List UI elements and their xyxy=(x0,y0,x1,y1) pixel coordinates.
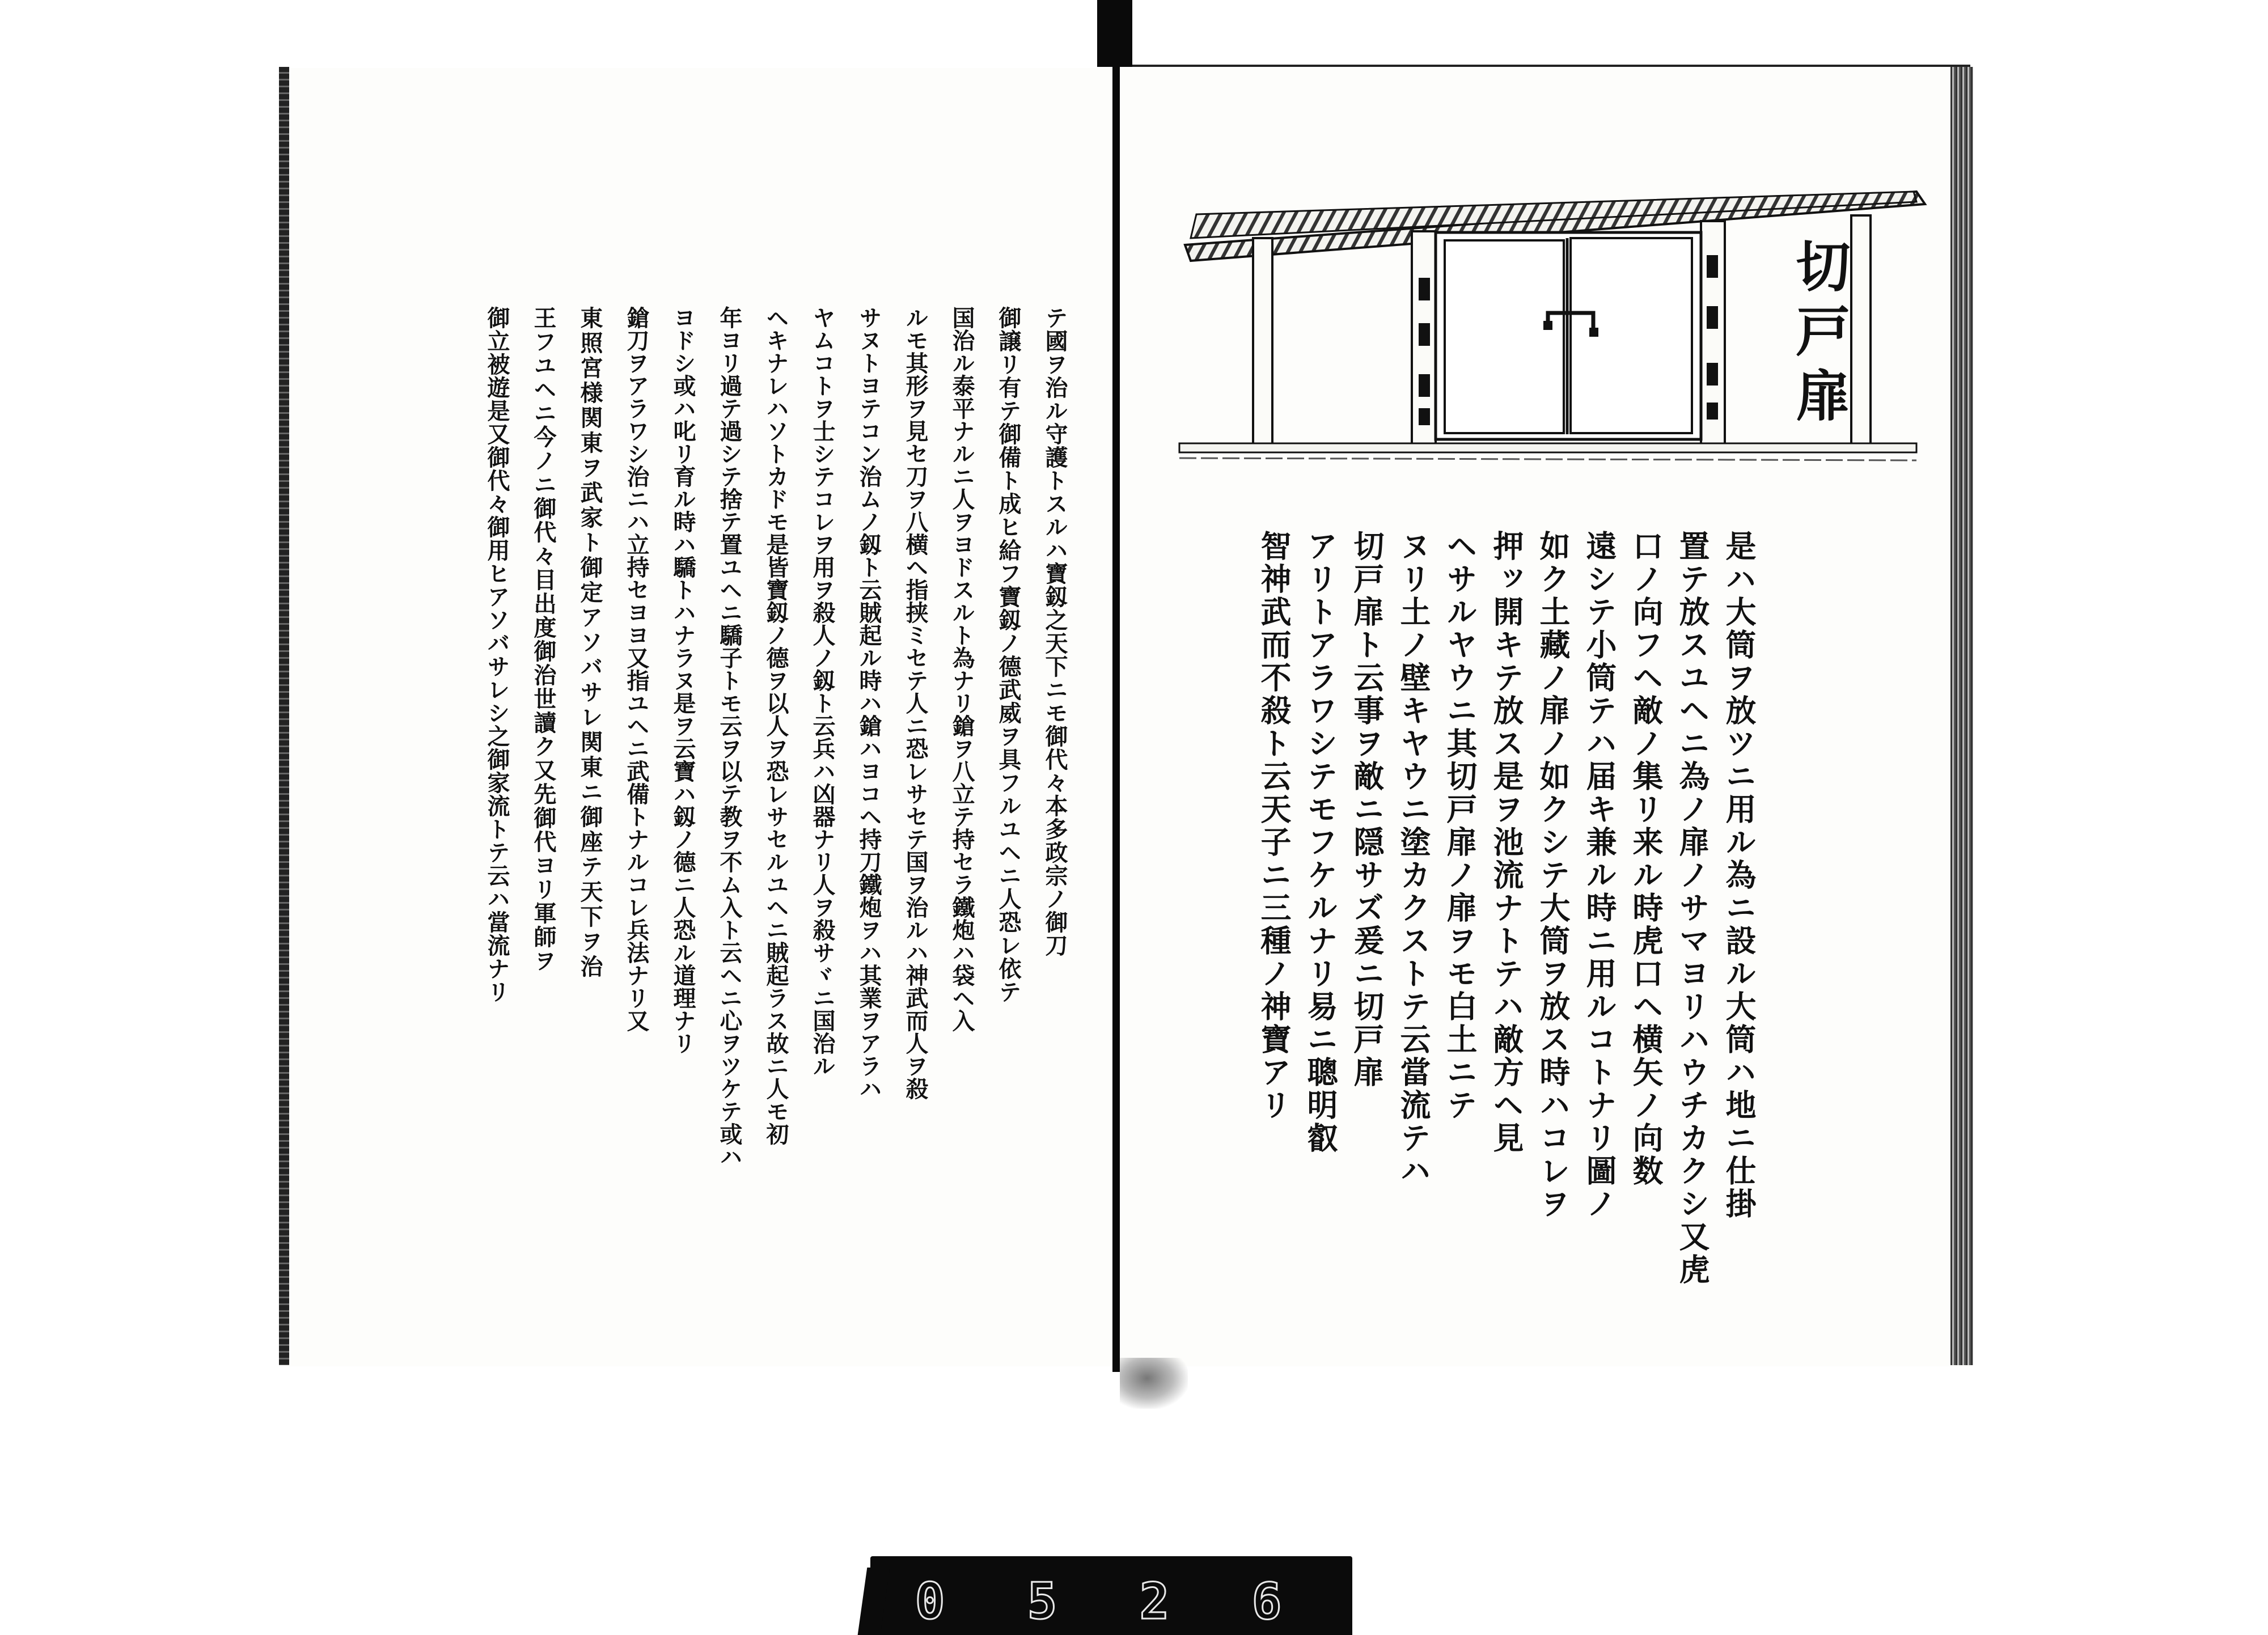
right-col-6: 押ッ開キテ放ス是ヲ池流ナトテハ敵方ヘ見 xyxy=(1488,530,1525,1155)
right-col-8: ヌリ土ノ壁キヤウニ塗カクストテ云當流テハ xyxy=(1395,530,1432,1188)
left-col-10: 鎗刀ヲアラワシ治ニハ立持セヨヨ又指ユヘニ武備トナルコレ兵法ナリ又 xyxy=(623,306,650,1032)
right-col-1: 是ハ大筒ヲ放ツニ用ル為ニ設ル大筒ハ地ニ仕掛 xyxy=(1721,530,1757,1221)
book-gutter xyxy=(1112,62,1120,1372)
left-col-7: ヘキナレハソトカドモ是皆寶釼ノ德ヲ以人ヲ恐レサセルユヘニ賊起ラス故ニ人モ初 xyxy=(763,306,789,1145)
right-col-2: 置テ放スユヘニ為ノ扉ノサマヨリハウチカクシ又虎 xyxy=(1674,530,1711,1286)
left-page xyxy=(284,68,1117,1366)
right-page-edge xyxy=(1950,67,1973,1365)
right-col-3: 口ノ向フヘ敵ノ集リ来ル時虎口ヘ横矢ノ向数 xyxy=(1628,530,1664,1188)
left-col-3: 国治ル泰平ナルニ人ヲヨドスルト為ナリ鎗ヲ八立テ持セラ鐵炮ハ袋ヘ入 xyxy=(949,306,975,1032)
left-post xyxy=(1253,238,1272,448)
top-border xyxy=(1120,65,1970,67)
left-col-9: ヨドシ或ハ叱リ育ル時ハ驕トハナラヌ是ヲ云寶ハ釼ノ德ニ人恐ル道理ナリ xyxy=(670,306,696,1054)
right-col-5: 如ク土藏ノ扉ノ如クシテ大筒ヲ放ス時ハコレヲ xyxy=(1535,530,1571,1221)
left-col-4: ルモ其形ヲ見セ刀ヲ八横ヘ指挟ミセテ人ニ恐レサセテ国ヲ治ルハ神武而人ヲ殺 xyxy=(902,306,929,1100)
left-col-1: テ國ヲ治ル守護トスルハ寶釼之天下ニモ御代々本多政宗ノ御刀 xyxy=(1042,306,1068,957)
left-col-5: サヌトヨテコン治ムノ釼ト云賊起ル時ハ鎗ハヨコヘ持刀鐵炮ヲハ其業ヲアラハ xyxy=(856,306,882,1100)
left-col-11: 東照宮様関東ヲ武家ト御定アソバサレ関東ニ御座テ天下ヲ治 xyxy=(577,306,603,980)
right-col-7: ヘサルヤウニ其切戸扉ノ扉ヲモ白土ニテ xyxy=(1442,530,1478,1122)
page-number: 0 5 2 6 xyxy=(915,1572,1308,1630)
ink-smudge xyxy=(1120,1358,1188,1409)
left-col-6: ヤムコトヲ士シテコレヲ用ヲ殺人ノ釼ト云兵ハ凶器ナリ人ヲ殺サヾニ国治ル xyxy=(809,306,836,1077)
left-col-8: 年ヨリ過テ過シテ捨テ置ユヘニ驕子トモ云ヲ以テ教ヲ不ム入ト云ヘニ心ヲツケテ或ハ xyxy=(716,306,743,1168)
right-col-10: アリトアラワシテモフケルナリ易ニ聰明叡 xyxy=(1302,530,1339,1155)
right-col-4: 遠シテ小筒テハ届キ兼ル時ニ用ルコトナリ圖ノ xyxy=(1581,530,1618,1221)
left-col-13: 御立被遊是又御代々御用ヒアソバサレシ之御家流トテ云ハ當流ナリ xyxy=(484,306,510,1003)
right-col-11: 智神武而不殺ト云天子ニ三種ノ神寶アリ xyxy=(1256,530,1292,1122)
binding-tab xyxy=(1097,0,1132,67)
diagram-title: 切戸扉 xyxy=(1787,238,1851,432)
left-page-edge xyxy=(279,67,289,1365)
sill xyxy=(1179,443,1916,452)
left-col-12: 王フユヘニ今ノニ御代々目出度御治世讀ク又先御代ヨリ軍師ヲ xyxy=(530,306,557,973)
page-number-plate xyxy=(870,1556,1352,1635)
right-col-9: 切戸扉ト云事ヲ敵ニ隠サズ爰ニ切戸扉 xyxy=(1349,530,1385,1089)
left-col-2: 御譲リ有テ御備ト成ヒ給フ寶釼ノ德武威ヲ具フルユヘニ人恐レ依テ xyxy=(995,306,1022,1003)
